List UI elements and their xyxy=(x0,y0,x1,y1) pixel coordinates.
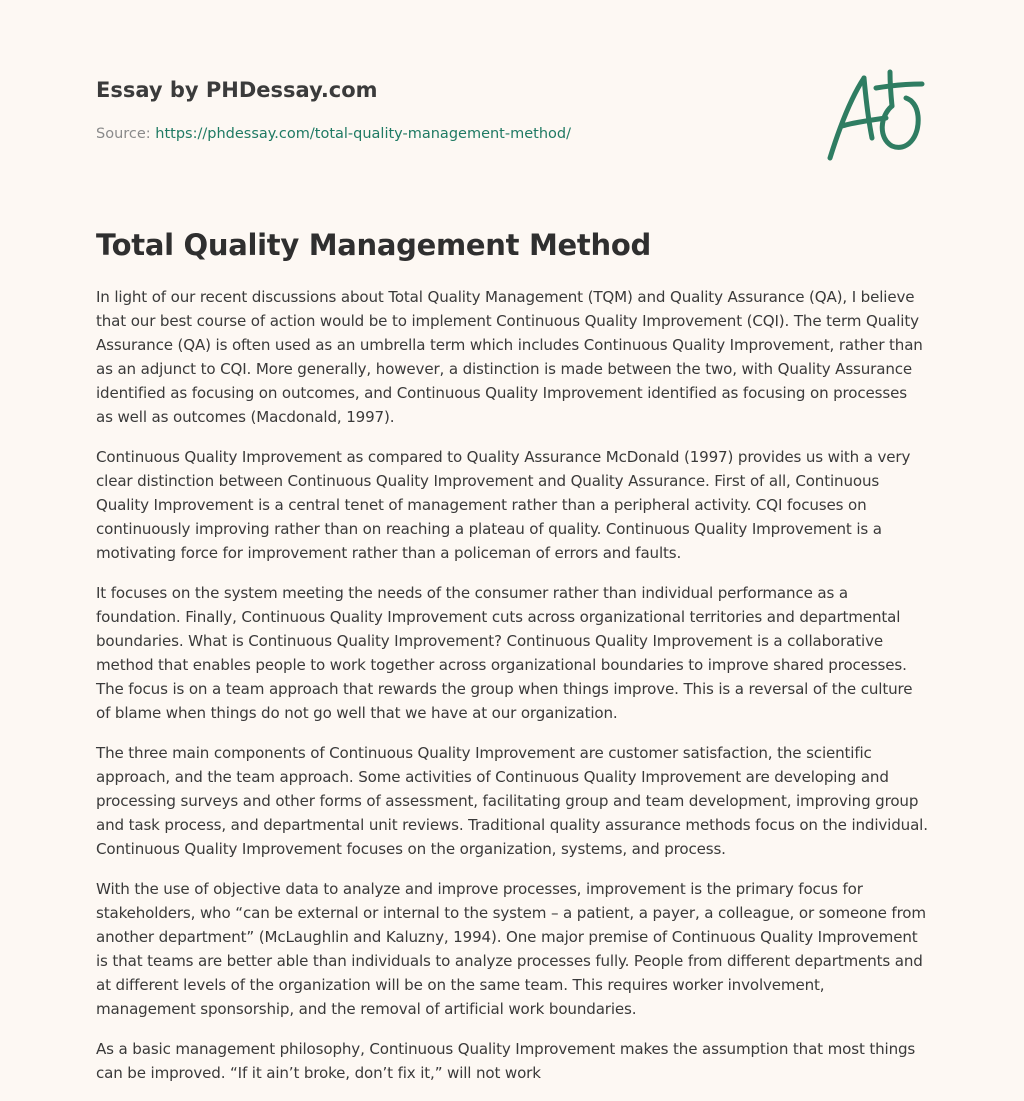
page-title: Total Quality Management Method xyxy=(96,228,651,262)
brand-title: Essay by PHDessay.com xyxy=(96,78,378,102)
paragraph: It focuses on the system meeting the needs of the consumer rather than individual performance as a foundation. Finally, Continuous Quality Improvement cuts across organizational territories and departmental boundaries. What is Continuous Quality Improvement? Continuous Quality Improvement is a collaborative method that enables people to work together across organizational boundaries to improve shared processes. The focus is on a team approach that rewards the group when things improve. This is a reversal of the culture of blame when things do not go well that we have at our organization. xyxy=(96,584,913,722)
paragraph: The three main components of Continuous Quality Improvement are customer satisfaction, the scientific approach, and the team approach. Some activities of Continuous Quality Improvement are developing and processing surveys and other forms of assessment, facilitating group and team development, improving group and task process, and departmental unit reviews. Traditional quality assurance methods focus on the individual. Continuous Quality Improvement focuses on the organization, systems, and process. xyxy=(96,744,928,858)
paragraph: As a basic management philosophy, Continuous Quality Improvement makes the assumption that most things can be improved. “If it ain’t broke, don’t fix it,” will not work xyxy=(96,1040,916,1082)
essay-header xyxy=(96,76,796,144)
a-plus-grade-icon xyxy=(822,66,928,166)
paragraph: Continuous Quality Improvement as compared to Quality Assurance McDonald (1997) provides us with a very clear distinction between Continuous Quality Improvement and Quality Assurance. First of all, Continuous Quality Improvement is a central tenet of management rather than a peripheral activity. CQI focuses on continuously improving rather than on reaching a plateau of quality. Continuous Quality Improvement is a motivating force for improvement rather than a policeman of errors and faults. xyxy=(96,448,911,562)
source-label: Source: xyxy=(96,126,151,142)
source-line xyxy=(96,124,796,144)
essay-body xyxy=(96,285,928,1101)
paragraph: With the use of objective data to analyze and improve processes, improvement is the primary focus for stakeholders, who “can be external or internal to the system – a patient, a payer, a colleague, or someone from another department” (McLaughlin and Kaluzny, 1994). One major premise of Continuous Quality Improvement is that teams are better able than individuals to analyze processes fully. People from different departments and at different levels of the organization will be on the same team. This requires worker involvement, management sponsorship, and the removal of artificial work boundaries. xyxy=(96,880,926,1018)
source-link[interactable]: https://phdessay.com/total-quality-management-method/ xyxy=(155,126,571,142)
paragraph: In light of our recent discussions about Total Quality Management (TQM) and Quality Assurance (QA), I believe that our best course of action would be to implement Continuous Quality Improvement (CQI). The term Quality Assurance (QA) is often used as an umbrella term which includes Continuous Quality Improvement, rather than as an adjunct to CQI. More generally, however, a distinction is made between the two, with Quality Assurance identified as focusing on outcomes, and Continuous Quality Improvement identified as focusing on processes as well as outcomes (Macdonald, 1997). xyxy=(96,288,923,426)
